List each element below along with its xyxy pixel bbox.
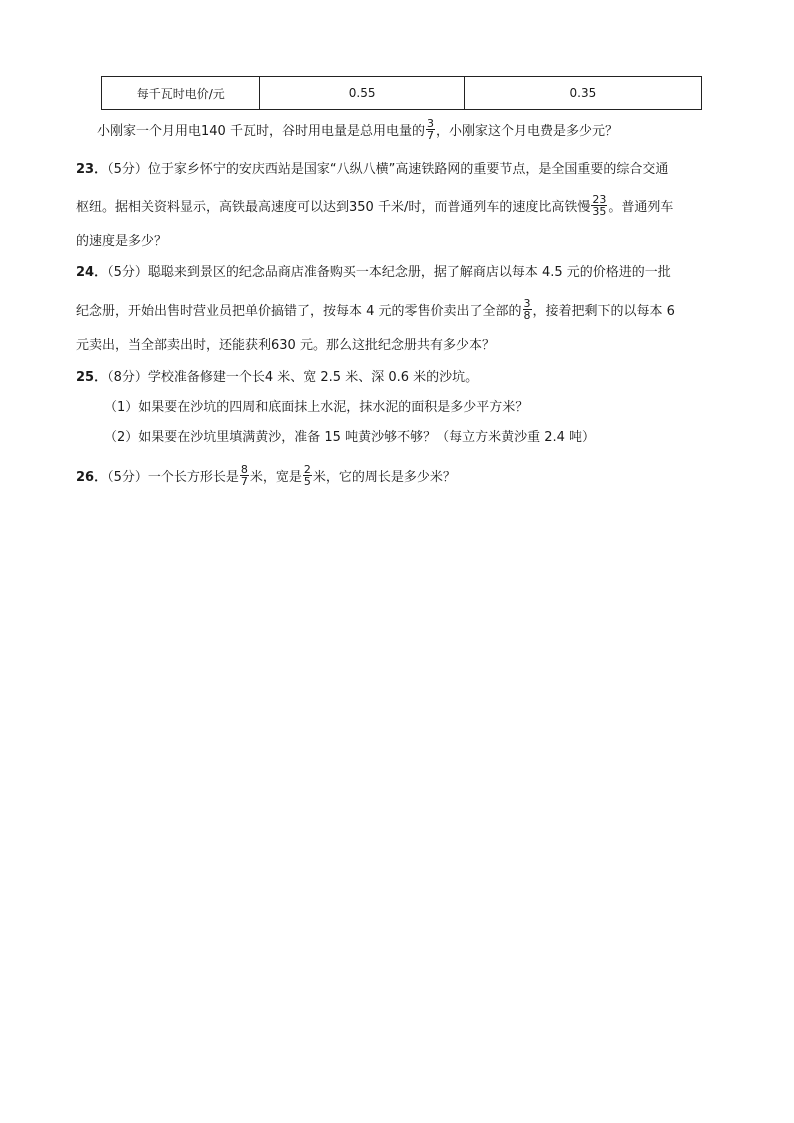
question-23-line-2: 枢纽。据相关资料显示，高铁最高速度可以达到350 千米/时，而普通列车的速度比高铁慢 $\frac{23}{35}$ 。普通列车 [76,193,674,218]
question-26-text: 26．（5分）一个长方形长是 $\frac{8}{7}$ 米，宽是 $\frac{2}{5}$ 米，它的周长是多少米？ [76,463,456,488]
question-23-line-1: 23．（5分）位于家乡怀宁的安庆西站是国家“八纵八横”高速铁路网的重要节点，是全国重要的综合交通 [76,162,669,177]
fraction: $\frac{8}{7}$ [240,463,248,488]
fraction: $\frac{3}{7}$ [426,117,434,142]
fraction: $\frac{23}{35}$ [592,193,607,218]
question-24-line-2: 纪念册，开始出售时营业员把单价搞错了，按每本 4 元的零售价卖出了全部的 $\frac{3}{8}$ ，接着把剩下的以每本 6 [76,297,675,322]
question-24-line-1: 24．（5分）聪聪来到景区的纪念品商店准备购买一本纪念册，据了解商店以每本 4.5 元的价格进的一批 [76,265,671,280]
question-number: 24． [76,265,108,280]
question-23-line-3: 的速度是多少？ [76,234,168,249]
fraction: $\frac{2}{5}$ [303,463,311,488]
question-number: 23． [76,162,108,177]
question-25-line-1: 25．（8分）学校准备修建一个长4 米、宽 2.5 米、深 0.6 米的沙坑。 [76,370,479,385]
fraction: $\frac{3}{8}$ [523,297,531,322]
table-cell-label: 每千瓦时电价/元 [102,77,260,110]
question-24-line-3: 元卖出，当全部卖出时，还能获利630 元。那么这批纪念册共有多少本？ [76,338,495,353]
electricity-price-table [101,76,702,110]
table-row [102,77,702,110]
table-cell-peak-price: 0.55 [260,77,464,110]
question-25-sub-2: （2）如果要在沙坑里填满黄沙，准备 15 吨黄沙够不够？（每立方米黄沙重 2.4 吨） [104,430,596,445]
question-number: 26． [76,470,108,485]
question-25-sub-1: （1）如果要在沙坑的四周和底面抹上水泥，抹水泥的面积是多少平方米？ [104,400,529,415]
table-cell-valley-price: 0.35 [464,77,701,110]
question-22-text: 小刚家一个月用电140 千瓦时，谷时用电量是总用电量的 $\frac{3}{7}$ ，小刚家这个月电费是多少元？ [97,117,618,142]
question-number: 25． [76,370,108,385]
